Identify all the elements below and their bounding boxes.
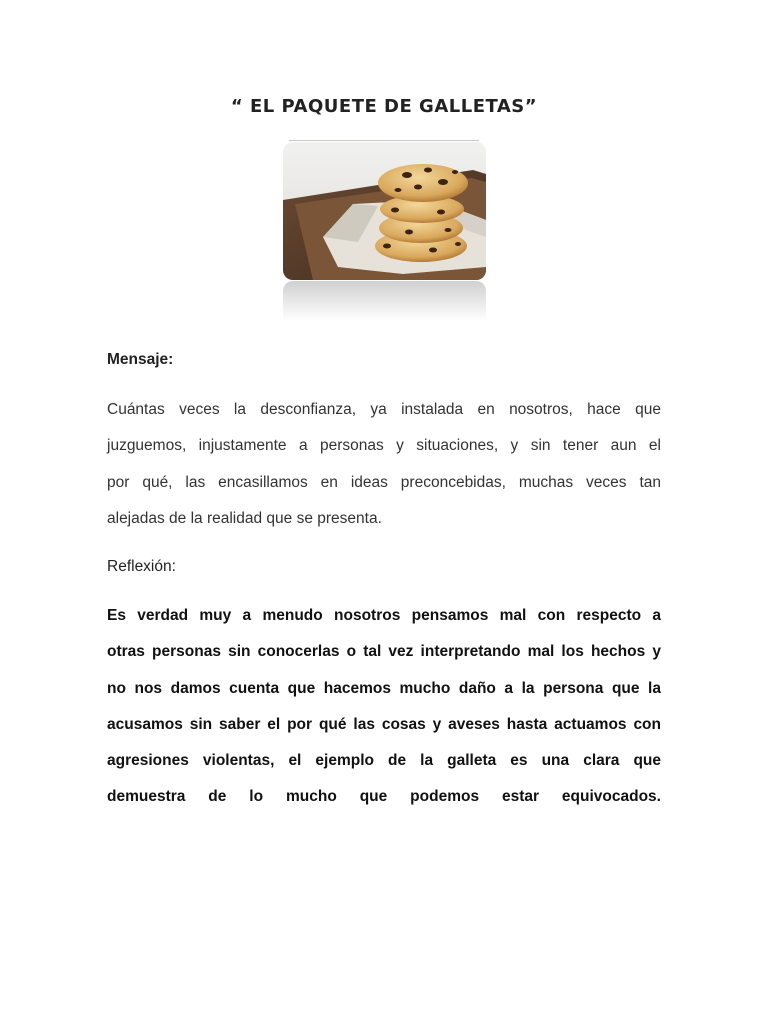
paragraph-reflexion xyxy=(107,598,661,816)
section-heading-mensaje: Mensaje: xyxy=(107,351,174,368)
paragraph-line: agresiones violentas, el ejemplo de la galleta es una clara que xyxy=(107,752,661,770)
paragraph-line: otras personas sin conocerlas o tal vez interpretando mal los hechos y xyxy=(107,643,661,661)
section-heading-reflexion: Reflexión: xyxy=(107,558,176,575)
paragraph-line: acusamos sin saber el por qué las cosas y aveses hasta actuamos con xyxy=(107,715,661,733)
paragraph-line: por qué, las encasillamos en ideas preconcebidas, muchas veces tan xyxy=(107,473,661,491)
cookies-figure xyxy=(283,140,486,322)
paragraph-line: Es verdad muy a menudo nosotros pensamos mal con respecto a xyxy=(107,607,661,624)
photo-reflection xyxy=(283,281,486,321)
paragraph-line: no nos damos cuenta que hacemos mucho daño a la persona que la xyxy=(107,679,661,697)
document-title: “ EL PAQUETE DE GALLETAS” xyxy=(230,96,538,117)
cookies-illustration xyxy=(283,142,486,280)
paragraph-line: alejadas de la realidad que se presenta. xyxy=(107,509,382,527)
title-rule xyxy=(289,140,479,141)
paragraph-line: demuestra de lo mucho que podemos estar equivocados. xyxy=(107,788,661,806)
paragraph-line: Cuántas veces la desconfianza, ya instalada en nosotros, hace que xyxy=(107,401,661,418)
cookies-photo xyxy=(283,142,486,280)
paragraph-mensaje xyxy=(107,392,661,537)
paragraph-line: juzguemos, injustamente a personas y situaciones, y sin tener aun el xyxy=(107,437,661,455)
